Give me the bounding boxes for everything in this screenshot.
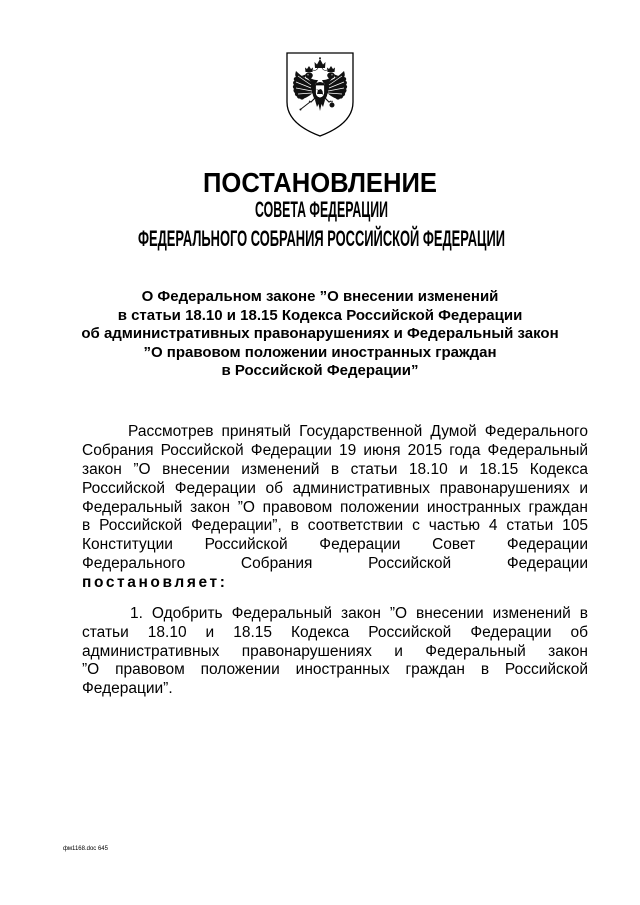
preamble-line: Конституции Российской Федерации Совет Федерации bbox=[82, 536, 588, 554]
issuer-line-assembly: ФЕДЕРАЛЬНОГО СОБРАНИЯ РОССИЙСКОЙ ФЕДЕРАЦИИ bbox=[138, 226, 505, 251]
issuer-line-council: СОВЕТА ФЕДЕРАЦИИ bbox=[255, 197, 388, 222]
document-title-line: в статьи 18.10 и 18.15 Кодекса Российской Федерации bbox=[117, 306, 523, 324]
document-title-line: в Российской Федерации” bbox=[221, 362, 419, 379]
document-title-line: О Федеральном законе ”О внесении изменений bbox=[141, 288, 499, 305]
preamble-line: закон ”О внесении изменений в статьи 18.10 и 18.15 Кодекса bbox=[82, 460, 588, 478]
preamble-line: Федеральный закон ”О правовом положении иностранных граждан bbox=[82, 498, 588, 516]
double-headed-eagle-icon bbox=[293, 57, 347, 111]
coat-of-arms-emblem-icon bbox=[284, 50, 356, 138]
operative-line: административных правонарушениях и Федеральный закон bbox=[82, 642, 588, 660]
document-title-line: об административных правонарушениях и Федеральный закон bbox=[81, 325, 559, 342]
preamble-line: Собрания Российской Федерации 19 июня 2015 года Федеральный bbox=[82, 441, 588, 459]
document-title bbox=[60, 288, 580, 381]
preamble-line: в Российской Федерации”, в соответствии с частью 4 статьи 105 bbox=[82, 517, 588, 535]
preamble-paragraph bbox=[82, 423, 588, 593]
chest-shield-icon bbox=[316, 85, 325, 98]
operative-line: 1. Одобрить Федеральный закон ”О внесении изменений в bbox=[130, 605, 588, 622]
resolution-heading: ПОСТАНОВЛЕНИЕ bbox=[203, 167, 437, 198]
operative-line: ”О правовом положении иностранных граждан в Российской bbox=[82, 661, 588, 679]
operative-paragraph bbox=[82, 605, 588, 699]
preamble-line: Рассмотрев принятый Государственной Думой Федерального bbox=[128, 423, 588, 440]
operative-line: статьи 18.10 и 18.15 Кодекса Российской Федерации об bbox=[82, 623, 588, 641]
file-reference: фм1168.doc 645 bbox=[63, 846, 108, 852]
document-heading bbox=[0, 160, 640, 255]
preamble-line: Федерального Собрания Российской Федерации bbox=[82, 555, 588, 573]
operative-line: Федерации”. bbox=[82, 680, 173, 697]
preamble-line: Российской Федерации об административных правонарушениях и bbox=[82, 479, 588, 497]
decision-word: постановляет: bbox=[82, 574, 228, 592]
document-title-line: ”О правовом положении иностранных граждан bbox=[143, 343, 497, 361]
